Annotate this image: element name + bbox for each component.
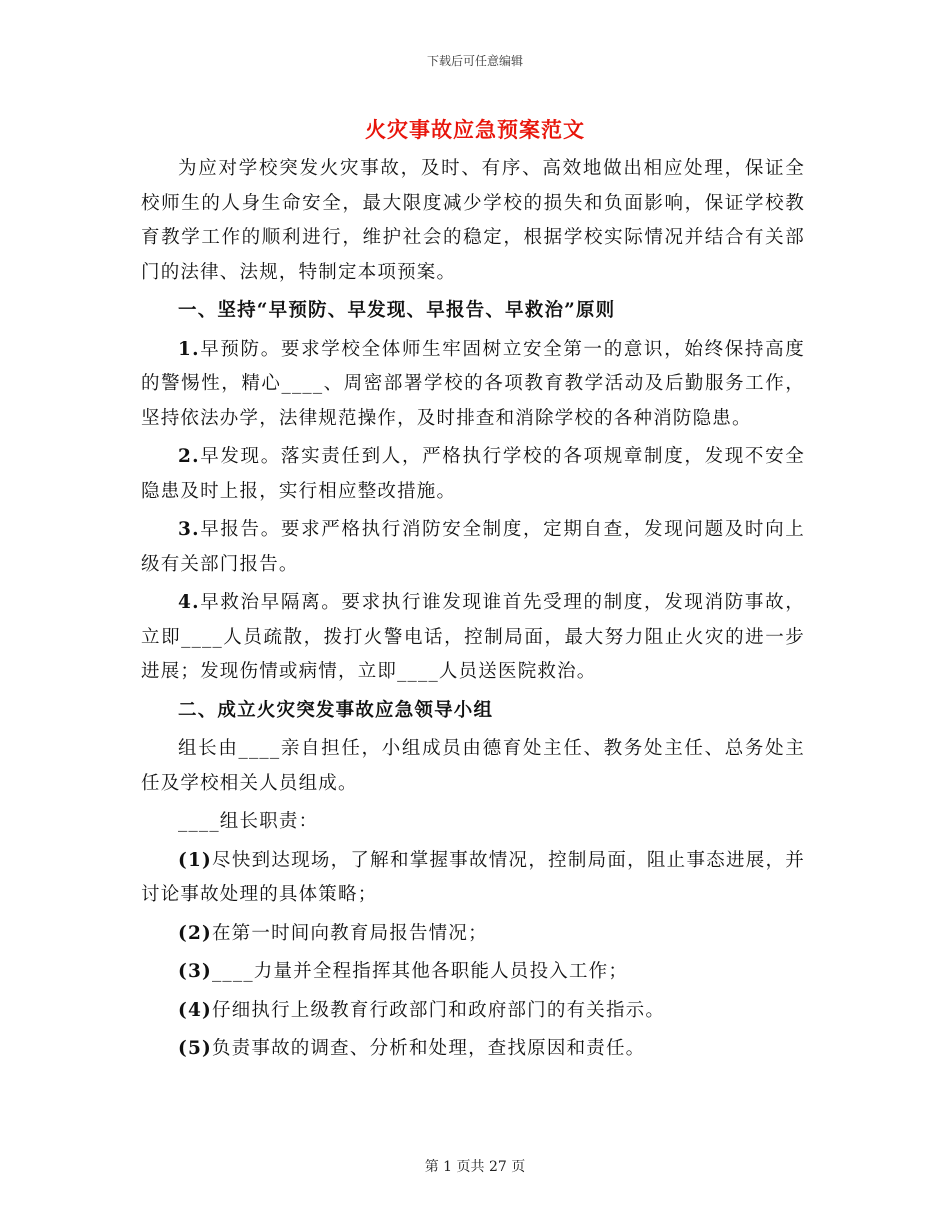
duty-item-1 — [141, 844, 805, 913]
item-text: 在第一时间向教育局报告情况； — [211, 922, 488, 944]
item-text: 负责事故的调查、分析和处理，查找原因和责任。 — [211, 1038, 646, 1059]
item-text: 早救治早隔离。要求执行谁发现谁首先受理的制度，发现消防事故，立即____人员疏散，拨打火警电话，控制局面，最大努力阻止火灾的进一步进展；发现伤情或病情，立即____人员送医院救治。 — [141, 592, 805, 682]
item-number: 3. — [178, 519, 200, 540]
item-number: (2) — [178, 922, 212, 944]
duties-label: ____组长职责： — [178, 811, 319, 832]
duty-item-5 — [141, 1032, 805, 1067]
principle-item-4 — [141, 586, 805, 690]
intro-paragraph: 为应对学校突发火灾事故，及时、有序、高效地做出相应处理，保证全校师生的人身生命安全，最大限度减少学校的损失和负面影响，保证学校教育教学工作的顺利进行，维护社会的稳定，根据学校实际情况并结合有关部门的法律、法规，特制定本项预案。 — [141, 158, 805, 283]
section-2-heading: 二、成立火灾突发事故应急领导小组 — [178, 699, 494, 721]
document-title: 火灾事故应急预案范文 — [365, 117, 585, 142]
item-text: 早报告。要求严格执行消防安全制度，定期自查，发现问题及时向上级有关部门报告。 — [141, 519, 805, 575]
item-text: 早预防。要求学校全体师生牢固树立安全第一的意识，始终保持高度的警惕性，精心____、周密部署学校的各项教育教学活动及后勤服务工作，坚持依法办学，法律规范操作，及时排查和消除学校的各种消防隐患。 — [141, 338, 805, 429]
item-number: 2. — [178, 446, 200, 467]
item-number: 4. — [178, 592, 200, 613]
principle-item-1 — [141, 333, 805, 437]
duty-item-3 — [141, 955, 805, 990]
item-text: ____力量并全程指挥其他各职能人员投入工作； — [211, 961, 629, 982]
group-paragraph: 组长由____亲自担任，小组成员由德育处主任、教务处主任、总务处主任及学校相关人员组成。 — [141, 738, 805, 794]
duty-item-4 — [141, 994, 805, 1029]
principle-item-3 — [141, 513, 805, 582]
item-number: (5) — [178, 1038, 212, 1059]
section-1-heading: 一、坚持“早预防、早发现、早报告、早救治”原则 — [178, 300, 616, 321]
principle-item-2 — [141, 440, 805, 509]
page-header: 下载后可任意编辑 — [426, 54, 523, 68]
document-body — [141, 152, 805, 1071]
item-number: (4) — [178, 999, 212, 1021]
item-text: 早发现。落实责任到人，严格执行学校的各项规章制度，发现不安全隐患及时上报，实行相应整改措施。 — [141, 446, 805, 502]
item-number: (1) — [178, 849, 212, 871]
item-text: 尽快到达现场，了解和掌握事故情况，控制局面，阻止事态进展，并讨论事故处理的具体策略； — [141, 849, 805, 905]
page-footer: 第 1 页共 27 页 — [424, 1159, 526, 1175]
item-number: 1. — [178, 338, 200, 360]
item-text: 仔细执行上级教育行政部门和政府部门的有关指示。 — [211, 999, 666, 1021]
duty-item-2 — [141, 917, 805, 952]
item-number: (3) — [178, 961, 212, 982]
